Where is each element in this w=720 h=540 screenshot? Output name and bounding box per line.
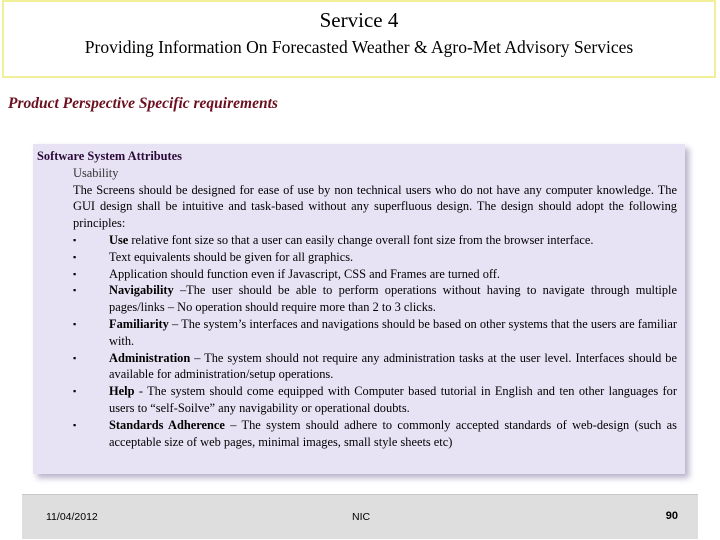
list-item <box>73 417 677 451</box>
list-item-text: relative font size so that a user can easily change overall font size from the browser interface. <box>128 232 594 247</box>
list-item <box>73 249 677 266</box>
bullet-icon: ▪ <box>73 234 77 245</box>
slide-title: Service 4 <box>319 8 399 32</box>
bullet-icon: ▪ <box>73 285 77 296</box>
section-heading: Product Perspective Specific requirements <box>8 95 278 112</box>
bullet-icon: ▪ <box>73 268 77 279</box>
usability-label: Usability <box>73 165 119 180</box>
list-item <box>73 316 677 350</box>
principles-container <box>73 232 677 450</box>
list-item-lead: Navigability <box>109 283 174 298</box>
list-item-text: - The system should come equipped with Computer based tutorial in English and ten other languages for users to “self-Soilve” any navigability or operational doubts. <box>109 384 677 415</box>
list-item-lead: Administration <box>109 350 191 365</box>
principles-list <box>73 232 677 450</box>
list-item-text: Application should function even if Javascript, CSS and Frames are turned off. <box>109 266 501 281</box>
list-item-text: Text equivalents should be given for all graphics. <box>109 249 354 264</box>
bullet-icon: ▪ <box>73 251 77 262</box>
list-item-text: – The system’s interfaces and navigations should be based on other systems that the users are familiar with. <box>109 316 677 348</box>
footer-date: 11/04/2012 <box>46 511 98 523</box>
footer-bar <box>22 494 698 539</box>
list-item-lead: Standards Adherence <box>109 417 225 432</box>
intro-paragraph: The Screens should be designed for ease of use by non technical users who do not have any computer knowledge. The GUI design shall be intuitive and task-based without any superfluous design. The design should adopt the following principles: <box>73 182 677 231</box>
list-item <box>73 232 677 249</box>
list-item-text: – The system should adhere to commonly accepted standards of web-design (such as acceptable size of web pages, minimal images, small style sheets etc) <box>109 417 677 449</box>
page-number: 90 <box>665 510 678 522</box>
list-item-lead: Help <box>109 384 135 399</box>
list-item <box>73 383 677 417</box>
list-item <box>73 266 677 283</box>
footer-org: NIC <box>352 511 371 523</box>
bullet-icon: ▪ <box>73 318 77 329</box>
bullet-icon: ▪ <box>73 386 77 397</box>
slide-subtitle: Providing Information On Forecasted Weather & Agro-Met Advisory Services <box>84 37 634 57</box>
bullet-icon: ▪ <box>73 352 77 363</box>
list-item-lead: Use <box>109 232 129 247</box>
list-item-text: –The user should be able to perform operations without having to navigate through multiple pages/links – No operation should require more than 2 to 3 clicks. <box>109 283 677 315</box>
bullet-icon: ▪ <box>73 419 77 430</box>
list-item <box>73 350 677 384</box>
list-item <box>73 282 677 316</box>
content-box <box>33 144 685 474</box>
list-item-lead: Familiarity <box>109 316 169 331</box>
list-item-text: – The system should not require any administration tasks at the user level. Interfaces should be available for administration/setup operations. <box>109 350 677 382</box>
attributes-title: Software System Attributes <box>37 149 182 163</box>
title-box <box>2 0 716 78</box>
